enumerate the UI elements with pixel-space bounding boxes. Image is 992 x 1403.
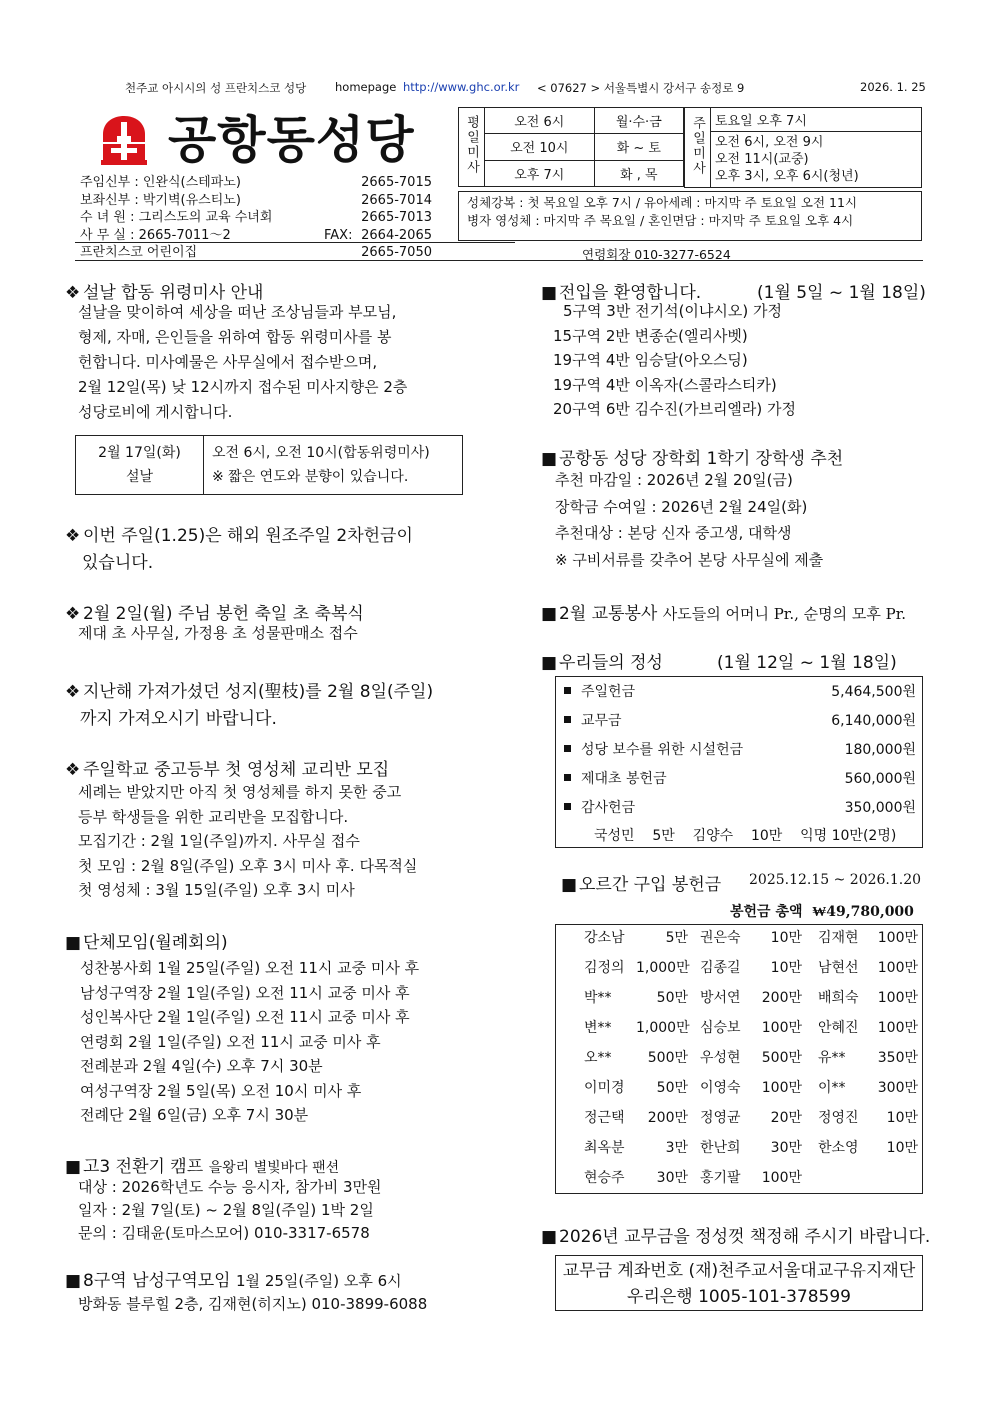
table-row: 최옥분 3만 한난희 30만 한소영 10만 <box>584 1140 918 1156</box>
square-bullet-icon: ■ <box>65 1157 82 1177</box>
mass-days: 화 ~ 토 <box>594 134 683 160</box>
table-row: 강소남 5만 권은숙 10만 김재현 100만 <box>584 930 918 946</box>
groups-body: 성찬봉사회 1월 25일(주일) 오전 11시 교중 미사 후 남성구역장 2월 1일(주일) 오전 11시 교중 미사 후 성인복사단 2월 1일(주일) 오전 11시 교중 미사 후 연령회 2월 1일(주일) 오전 11시 교중 미사 후 전례분과 2월 4일(수) 오후 7시 30분 여성구역장 2월 5일(목) 오전 10시 미사 후 전례단 2월 6일(금) 오후 7시 30분 <box>80 959 420 1124</box>
camp-section-title: ■ 고3 전환기 캠프 을왕리 별빛바다 팬션 <box>65 1157 340 1177</box>
clover-bullet-icon: ❖ <box>65 526 81 546</box>
offering-row: 주일헌금 5,464,500원 <box>564 681 916 709</box>
seollal-day: 설날 <box>125 469 154 485</box>
communion-body: 세례는 받았지만 아직 첫 영성체를 하지 못한 중고 등부 학생들을 위한 교리반을 모집합니다. 모집기간 : 2월 1일(주일)까지. 사무실 접수 첫 모임 : 2월 8일(주일) 오후 3시 미사 후. 다목적실 첫 영성체 : 3월 15일(주일) 오후 3시 미사 <box>78 783 418 899</box>
purchase-section-title: ■ 오르간 구입 봉헌금 2025.12.15 ~ 2026.1.20 <box>561 872 922 895</box>
candle-section-title: ❖ 2월 2일(월) 주님 봉헌 축일 초 축복식 <box>65 604 364 624</box>
seollal-section-title: ❖ 설날 합동 위령미사 안내 <box>65 283 264 303</box>
district-body: 방화동 블루힐 2층, 김재현(히지노) 010-3899-6088 <box>78 1295 428 1313</box>
homepage-label: homepage <box>335 80 397 94</box>
table-row: 김정의 1,000만 김종길 10만 남현선 100만 <box>584 960 918 976</box>
info-line: 성체강복 : 첫 목요일 오후 7시 / 유아세례 : 마지막 주 토요일 오전 11시 <box>467 195 858 210</box>
square-bullet-icon: ■ <box>541 449 558 469</box>
parish-logo-icon <box>97 112 151 166</box>
staff-row: 주임신부 : 인완식(스테파노) 2665-7015 <box>80 175 432 190</box>
square-bullet-icon: ■ <box>541 653 558 673</box>
staff-row: 보좌신부 : 박기벽(유스티노) 2665-7014 <box>80 192 432 208</box>
clover-bullet-icon: ❖ <box>65 283 81 303</box>
page-title: 공항동성당 <box>168 111 415 169</box>
staff-row: 프란치스코 어린이집 2665-7050 <box>80 245 432 261</box>
welcome-body: 5구역 3반 전기석(이냐시오) 가정 15구역 2반 변종순(엘리사벳) 19구역 4반 임승달(아오스딩) 19구역 4반 이옥자(스콜라스티카) 20구역 6반 김수진(가브리엘라) 가정 <box>553 302 797 418</box>
purchase-total: 봉헌금 총액 ₩49,780,000 <box>730 904 914 920</box>
fax-label: FAX: <box>324 227 353 243</box>
square-bullet-icon: ■ <box>65 933 82 953</box>
square-bullet-icon: ■ <box>65 1271 82 1291</box>
staff-row: 사 무 실 : 2665-7011～2 FAX: 2664-2065 <box>80 227 432 243</box>
table-row: 이미경 50만 이영숙 100만 이** 300만 <box>584 1080 918 1096</box>
offering-row: 성당 보수를 위한 시설헌금 180,000원 <box>564 739 916 767</box>
sunday-mass-times: 오전 6시, 오전 9시 오전 11시(교중) 오후 3시, 오후 6시(청년) <box>711 132 922 188</box>
account-box <box>555 1255 923 1311</box>
offering-row: 교무금 6,140,000원 <box>564 710 916 738</box>
clover-bullet-icon: ❖ <box>65 760 81 780</box>
issue-date: 2026. 1. 25 <box>860 80 926 94</box>
table-row: 오** 500만 우성현 500만 유** 350만 <box>584 1050 918 1066</box>
offering-row: 감사헌금 350,000원 <box>564 797 916 825</box>
seollal-date: 2월 17일(화) <box>98 445 181 461</box>
traffic-section-title: ■ 2월 교통봉사 사도들의 어머니 Pr., 순명의 모후 Pr. <box>541 604 907 624</box>
camp-body: 대상 : 2026학년도 수능 응시자, 참가비 3만원 일자 : 2월 7일(토) ~ 2월 8일(주일) 1박 2일 문의 : 김태윤(토마스모어) 010-3317-6578 <box>78 1178 382 1242</box>
seollal-time: 오전 6시, 오전 10시(합동위령미사) <box>212 445 430 461</box>
account-number: 우리은행 1005-101-378599 <box>627 1287 851 1307</box>
mass-days: 화 , 목 <box>594 160 683 186</box>
table-row: 정근택 200만 정영균 20만 정영진 10만 <box>584 1110 918 1126</box>
offerings-section-title: ■ 우리들의 정성 (1월 12일 ~ 1월 18일) <box>541 653 897 673</box>
clover-bullet-icon: ❖ <box>65 604 81 624</box>
funeral-contact: 연령회장 010-3277-6524 <box>582 247 731 262</box>
candle-body: 제대 초 사무실, 가정용 초 성물판매소 접수 <box>78 624 358 642</box>
welcome-section-title: ■ 전입을 환영합니다. (1월 5일 ~ 1월 18일) <box>541 283 926 303</box>
communion-section-title: ❖ 주일학교 중고등부 첫 영성체 교리반 모집 <box>65 760 390 780</box>
seollal-note: ※ 짧은 연도와 분향이 있습니다. <box>212 469 409 485</box>
homepage-link[interactable]: http://www.ghc.or.kr <box>403 80 520 94</box>
weekday-mass-label: 평일미사 <box>459 108 485 187</box>
staff-directory <box>80 174 432 262</box>
scholarship-body: 추천 마감일 : 2026년 2월 20일(금) 장학금 수여일 : 2026년 2월 24일(화) 추천대상 : 본당 신자 중고생, 대학생 ※ 구비서류를 갖추어 본당 사무실에 제출 <box>555 471 824 569</box>
dues-section-title: ■ 2026년 교무금을 정성껏 책정해 주시기 바랍니다. <box>541 1227 931 1247</box>
mass-time: 오전 10시 <box>485 134 595 160</box>
sacrament-info <box>458 191 922 241</box>
groups-section-title: ■ 단체모임(월례회의) <box>65 933 228 953</box>
square-bullet-icon: ■ <box>561 875 578 895</box>
palm-line: 까지 가져오시기 바랍니다. <box>80 709 277 729</box>
parish-name: 천주교 아시시의 성 프란치스코 성당 <box>125 81 307 95</box>
divider <box>75 242 515 243</box>
palm-section-title: ❖ 지난해 가져가셨던 성지(聖枝)를 2월 8일(주일) <box>65 682 434 702</box>
sunday-mass-time: 토요일 오후 7시 <box>711 108 922 132</box>
clover-bullet-icon: ❖ <box>65 682 81 702</box>
thanks-detail: 국성민 5만 김양수 10만 익명 10만(2명) <box>594 828 897 844</box>
seollal-schedule-table <box>75 435 463 495</box>
donor-table <box>555 924 923 1194</box>
staff-row: 수 녀 원 : 그리스도의 교육 수녀회 2665-7013 <box>80 210 432 226</box>
table-row: 변** 1,000만 심승보 100만 안혜진 100만 <box>584 1020 918 1036</box>
overseas-line: 있습니다. <box>82 553 154 573</box>
square-bullet-icon: ■ <box>541 604 558 624</box>
table-row: 현승주 30만 홍기팔 100만 <box>584 1170 802 1186</box>
weekday-mass-table <box>458 107 684 187</box>
divider <box>75 260 923 261</box>
mass-time: 오후 7시 <box>485 160 595 186</box>
offerings-table <box>555 676 923 848</box>
seollal-body: 설날을 맞이하여 세상을 떠난 조상님들과 부모님, 형제, 자매, 은인들을 위하여 합동 위령미사를 봉 헌합니다. 미사예물은 사무실에서 접수받으며, 2월 12일(목) 낮 12시까지 접수된 미사지향은 2층 성당로비에 게시합니다. <box>78 303 408 421</box>
scholarship-section-title: ■ 공항동 성당 장학회 1학기 장학생 추천 <box>541 449 844 469</box>
mass-time: 오전 6시 <box>485 108 595 134</box>
table-row: 박** 50만 방서연 200만 배희숙 100만 <box>584 990 918 1006</box>
square-bullet-icon: ■ <box>541 1227 558 1247</box>
overseas-section-title: ❖ 이번 주일(1.25)은 해외 원조주일 2차헌금이 <box>65 526 413 546</box>
square-bullet-icon: ■ <box>541 283 558 303</box>
offering-row: 제대초 봉헌금 560,000원 <box>564 768 916 796</box>
info-line: 병자 영성체 : 마지막 주 목요일 / 혼인면담 : 마지막 주 토요일 오후 4시 <box>467 213 854 228</box>
sunday-mass-table <box>684 107 922 188</box>
sunday-mass-label: 주일미사 <box>685 108 711 188</box>
mass-days: 월·수·금 <box>594 108 683 134</box>
district-section-title: ■ 8구역 남성구역모임 1월 25일(주일) 오후 6시 <box>65 1271 402 1291</box>
account-holder: 교무금 계좌번호 (재)천주교서울대교구유지재단 <box>562 1261 916 1281</box>
address: < 07627 > 서울특별시 강서구 송정로 9 <box>537 81 745 95</box>
